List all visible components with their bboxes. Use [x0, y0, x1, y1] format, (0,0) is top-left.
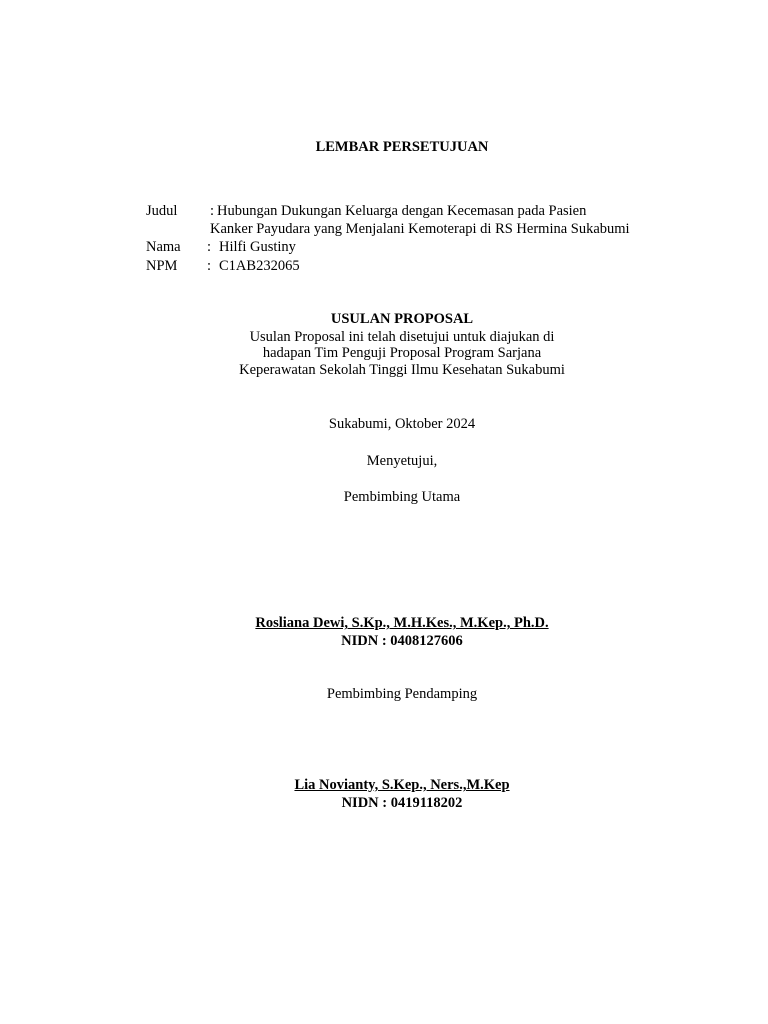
proposal-line1: Usulan Proposal ini telah disetujui untuk diajukan di: [249, 329, 555, 345]
npm-label: NPM: [146, 258, 178, 274]
npm-value: C1AB232065: [219, 258, 300, 274]
supervisor-assistant-name: Lia Novianty, S.Kep., Ners.,M.Kep: [294, 777, 510, 793]
page-title: LEMBAR PERSETUJUAN: [315, 139, 489, 155]
judul-value-line1: Hubungan Dukungan Keluarga dengan Kecemasan pada Pasien: [217, 203, 587, 219]
nama-separator: :: [207, 239, 212, 255]
supervisor-assistant-role: Pembimbing Pendamping: [326, 686, 478, 702]
judul-label: Judul: [146, 203, 178, 219]
judul-value-line2: Kanker Payudara yang Menjalani Kemoterapi di RS Hermina Sukabumi: [210, 221, 630, 237]
proposal-line2: hadapan Tim Penguji Proposal Program Sarjana: [262, 345, 542, 361]
nama-value: Hilfi Gustiny: [219, 239, 296, 255]
approval-text: Menyetujui,: [366, 453, 438, 469]
proposal-heading: USULAN PROPOSAL: [330, 311, 474, 327]
supervisor-assistant-nidn: NIDN : 0419118202: [341, 795, 463, 811]
proposal-line3: Keperawatan Sekolah Tinggi Ilmu Kesehatan Sukabumi: [239, 362, 565, 378]
supervisor-main-nidn: NIDN : 0408127606: [341, 633, 463, 649]
npm-separator: :: [207, 258, 212, 274]
nama-label: Nama: [146, 239, 181, 255]
supervisor-main-role: Pembimbing Utama: [343, 489, 461, 505]
place-date: Sukabumi, Oktober 2024: [328, 416, 476, 432]
supervisor-main-name: Rosliana Dewi, S.Kp., M.H.Kes., M.Kep., Ph.D.: [255, 615, 549, 631]
judul-separator: :: [210, 203, 215, 219]
